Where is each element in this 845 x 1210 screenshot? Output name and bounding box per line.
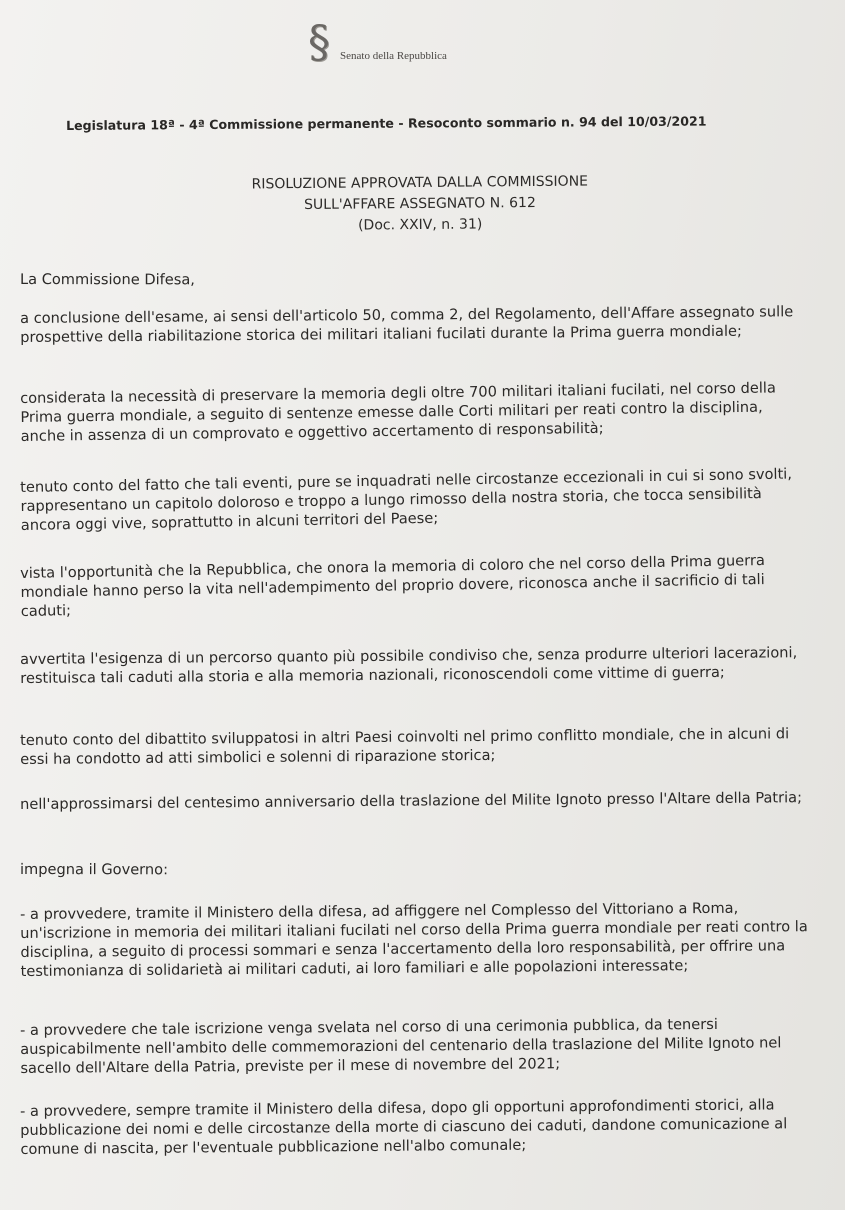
document-header: Legislatura 18ª - 4ª Commissione permanente - Resoconto sommario n. 94 del 10/03/2021 (66, 113, 707, 133)
paragraph-4: vista l'opportunità che la Repubblica, che onora la memoria di coloro che nel corso della Prima guerra mondiale hanno perso la vita nell'adempimento del proprio dovere, riconosca anche il sacrificio di tali caduti; (20, 552, 765, 620)
paragraph-7: nell'approssimarsi del centesimo anniversario della traslazione del Milite Ignoto presso l'Altare della Patria; (20, 789, 803, 813)
paragraph-10: - a provvedere che tale iscrizione venga svelata nel corso di una cerimonia pubblica, da tenersi auspicabilmente nell'ambito delle commemorazioni del centenario della traslazione del Milite Ignoto nel sacello dell'Altare della Patria, previste per il mese di novembre del 2021; (20, 1015, 782, 1077)
paragraph-9: - a provvedere, tramite il Ministero della difesa, ad affiggere nel Complesso del Vittoriano a Roma, un'iscrizione in memoria dei militari italiani fucilati nel corso della Prima guerra mondiale per reati contro la disciplina, a seguito di processi sommari e senza l'accertamento della loro responsabilità, per offrire una testimonianza di solidarietà ai militari caduti, ai loro familiari e alle popolazioni interessate; (20, 899, 808, 980)
title-line-3: (Doc. XXIV, n. 31) (357, 216, 483, 234)
title-line-2: SULL'AFFARE ASSEGNATO N. 612 (304, 194, 536, 214)
document-title (120, 170, 721, 238)
title-line-1: RISOLUZIONE APPROVATA DALLA COMMISSIONE (251, 173, 589, 193)
paragraph-8: impegna il Governo: (19, 861, 169, 879)
paragraph-2: considerata la necessità di preservare la memoria degli oltre 700 militari italiani fucilati, nel corso della Prima guerra mondiale, a seguito di sentenze emesse dalle Corti militari per reati contro la disciplina, anche in assenza di un comprovato e oggettivo accertamento di responsabilità; (20, 379, 776, 445)
opening-line: La Commissione Difesa, (19, 271, 195, 289)
paragraph-3: tenuto conto del fatto che tali eventi, pure se inquadrati nelle circostanze eccezionali in cui si sono svolti, rappresentano un capitolo doloroso e troppo a lungo rimosso della nostra storia, che tocca sensibilità ancora oggi vive, soprattutto in alcuni territori del Paese; (20, 465, 793, 534)
paragraph-5: avvertita l'esigenza di un percorso quanto più possibile condiviso che, senza produrre ulteriori lacerazioni, restituisca tali caduti alla storia e alla memoria nazionali, riconoscendoli come vittime di guerra; (20, 644, 798, 687)
logo-text: Senato della Repubblica (340, 50, 447, 62)
paragraph-11: - a provvedere, sempre tramite il Ministero della difesa, dopo gli opportuni approfondimenti storici, alla pubblicazione dei nomi e delle circostanze della morte di ciascuno dei caduti, dandone comunicazione al comune di nascita, per l'eventuale pubblicazione nell'albo comunale; (20, 1096, 788, 1158)
senate-emblem-icon: § (308, 17, 330, 68)
paragraph-1: a conclusione dell'esame, ai sensi dell'articolo 50, comma 2, del Regolamento, dell'Affare assegnato sulle prospettive della riabilitazione storica dei militari italiani fucilati durante la Prima guerra mondiale; (20, 303, 794, 346)
paragraph-6: tenuto conto del dibattito sviluppatosi in altri Paesi coinvolti nel primo conflitto mondiale, che in alcuni di essi ha condotto ad atti simbolici e solenni di riparazione storica; (20, 725, 790, 768)
senate-logo (298, 17, 447, 68)
